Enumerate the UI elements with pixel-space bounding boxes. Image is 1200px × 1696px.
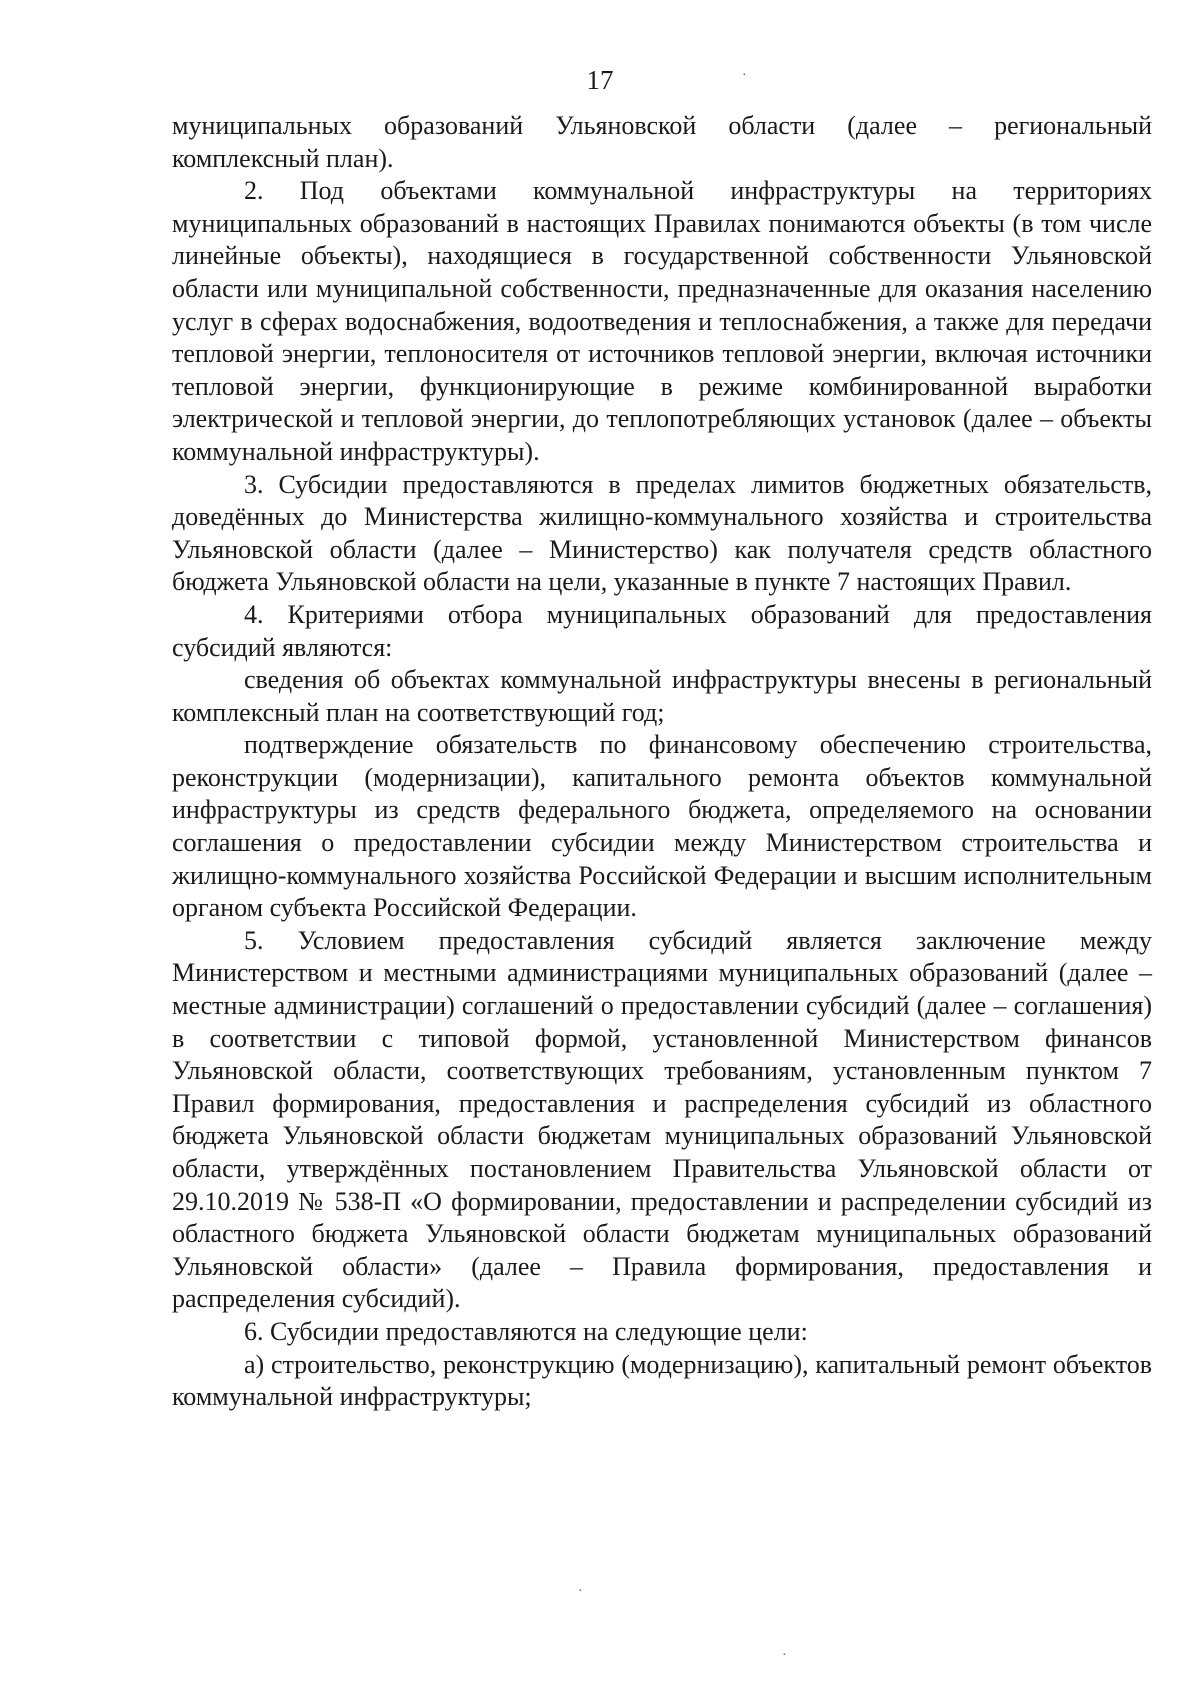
scan-speck: · bbox=[742, 68, 747, 83]
paragraph-continuation: муниципальных образований Ульяновской области (далее – региональный комплексный план). bbox=[172, 111, 1152, 173]
paragraph-item-3: 3. Субсидии предоставляются в пределах лимитов бюджетных обязательств, доведённых до Министерства жилищно-коммунального хозяйства и строительства Ульяновской области (далее – Министерство) как получателя средств областного бюджета Ульяновской области на цели, указанные в пункте 7 настоящих Правил. bbox=[172, 469, 1152, 597]
page-number: 17 bbox=[586, 65, 614, 95]
document-body bbox=[172, 110, 1152, 1414]
criterion-2: подтверждение обязательств по финансовому обеспечению строительства, реконструкции (модернизации), капитального ремонта объектов коммунальной инфраструктуры из средств федерального бюджета, определяемого на основании соглашения о предоставлении субсидии между Министерством строительства и жилищно-коммунального хозяйства Российской Федерации и высшим исполнительным органом субъекта Российской Федерации. bbox=[172, 730, 1152, 923]
paragraph-item-2: 2. Под объектами коммунальной инфраструктуры на территориях муниципальных образований в настоящих Правилах понимаются объекты (в том числе линейные объекты), находящиеся в государственной собственности Ульяновской области или муниципальной собственности, предназначенные для оказания населению услуг в сферах водоснабжения, водоотведения и теплоснабжения, а также для передачи тепловой энергии, теплоносителя от источников тепловой энергии, включая источники тепловой энергии, функционирующие в режиме комбинированной выработки электрической и тепловой энергии, до теплопотребляющих установок (далее – объекты коммунальной инфраструктуры). bbox=[172, 176, 1152, 466]
paragraph-item-4: 4. Критериями отбора муниципальных образований для предоставления субсидий являются: bbox=[172, 599, 1152, 662]
paragraph-item-6: 6. Субсидии предоставляются на следующие цели: bbox=[244, 1316, 808, 1346]
sub-item-a: а) строительство, реконструкцию (модернизацию), капитальный ремонт объектов коммунальной инфраструктуры; bbox=[172, 1349, 1152, 1412]
scan-speck: · bbox=[782, 1648, 787, 1663]
paragraph-item-5: 5. Условием предоставления субсидий является заключение между Министерством и местными администрациями муниципальных образований (далее – местные администрации) соглашений о предоставлении субсидий (далее – соглашения) в соответствии с типовой формой, установленной Министерством финансов Ульяновской области, соответствующих требованиям, установленным пунктом 7 Правил формирования, предоставления и распределения субсидий из областного бюджета Ульяновской области бюджетам муниципальных образований Ульяновской области, утверждённых постановлением Правительства Ульяновской области от 29.10.2019 № 538-П «О формировании, предоставлении и распределении субсидий из областного бюджета Ульяновской области бюджетам муниципальных образований Ульяновской области» (далее – Правила формирования, предоставления и распределения субсидий). bbox=[172, 925, 1152, 1314]
criterion-1: сведения об объектах коммунальной инфраструктуры внесены в региональный комплексный план на соответствующий год; bbox=[172, 665, 1152, 727]
scan-speck: · bbox=[578, 1584, 583, 1599]
